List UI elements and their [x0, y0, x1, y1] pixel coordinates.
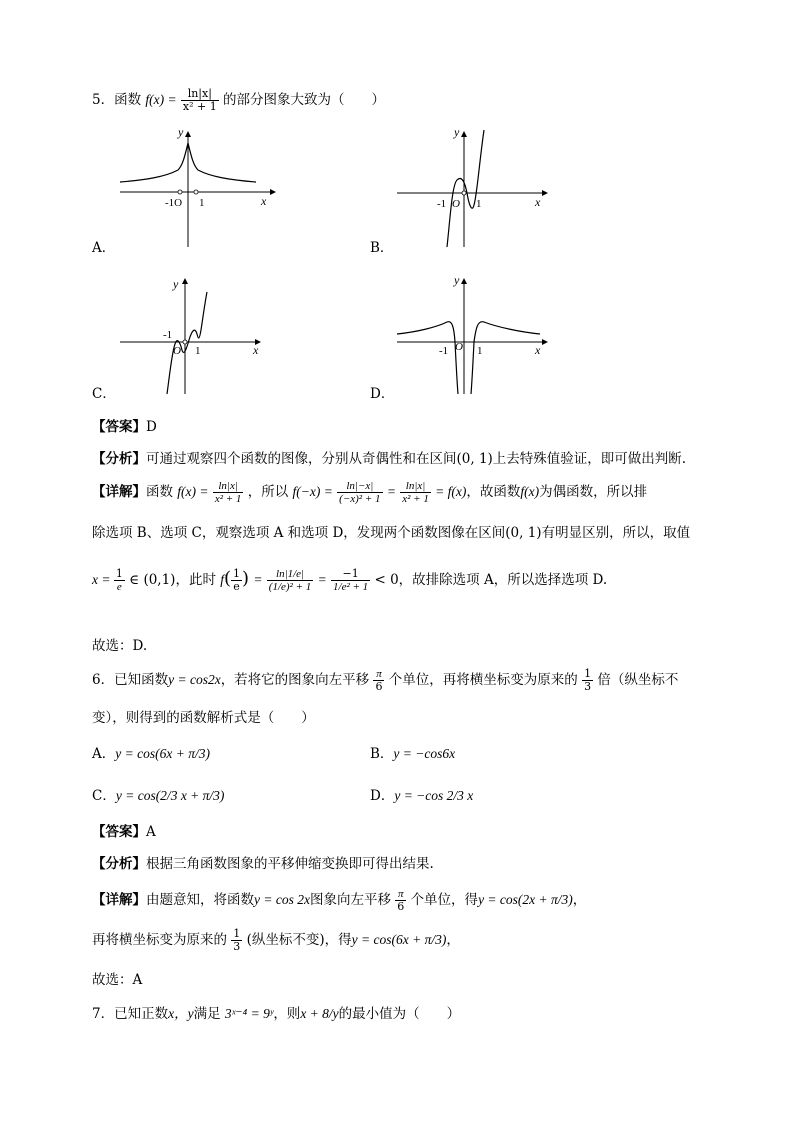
q5-option-c: C．	[92, 386, 116, 402]
graph-a-1-label: 1	[199, 197, 205, 209]
q5-analysis	[92, 447, 686, 467]
q5-option-a: A．	[92, 240, 116, 256]
q5-func-num: ln|x|	[181, 88, 219, 101]
q6-detail-func: y = cos 2x	[254, 892, 310, 907]
q6-answer	[92, 820, 156, 840]
graph-a-neg1o-label: -1O	[165, 197, 183, 209]
q5-option-b: B．	[370, 240, 394, 256]
q6-option-d	[370, 784, 473, 804]
q6-answer-tag: 【答案】	[92, 824, 146, 840]
q5-detail-3b: ∈ (0,1)，此时	[129, 572, 216, 588]
q6-detail-1c: 个单位，得	[410, 892, 479, 908]
q7-then: ，则	[273, 1006, 301, 1022]
q6-detail-2b: (纵坐标不变)，得	[246, 932, 352, 948]
q6-opt-c-expr: y = cos(2/3 x + π/3)	[115, 788, 225, 803]
q5-detail-line2: 除选项 B、选项 C，观察选项 A 和选项 D，发现两个函数图像在区间(0, 1)有明显区别，所以，取值	[92, 525, 691, 541]
graph-c	[115, 272, 275, 397]
q6-answer-value: A	[146, 824, 156, 840]
q5-prefix: 5．函数	[92, 92, 142, 108]
q6-line1d: 倍（纵坐标不	[597, 672, 679, 688]
graph-b-origin-label: O	[452, 198, 460, 210]
graph-c-y-label: y	[173, 277, 179, 291]
q6-detail-line1: 【详解】由题意知，将函数y = cos 2x图象向左平移 $\frac{\pi}{6}$ 个单位，得y = cos(2x + π/3)，	[92, 888, 587, 913]
q6-detail-1d: y = cos(2x + π/3)	[478, 892, 573, 907]
graph-b-x-label: x	[535, 195, 541, 209]
q5-detail-1d: 为偶函数，所以排	[539, 484, 648, 500]
q6-option-a	[92, 742, 210, 762]
q6-detail-1b: 图象向左平移	[309, 892, 391, 908]
q5-answer-value: D	[146, 419, 157, 435]
q5-stem	[92, 88, 385, 113]
q5-analysis-text: 可通过观察四个函数的图像，分别从奇偶性和在区间(0, 1)上去特殊值验证，即可做出判断.	[146, 451, 687, 467]
q6-opt-b-expr: y = −cos6x	[393, 746, 456, 761]
q5-detail-3c: < 0，故排除选项 A，所以选择选项 D.	[374, 572, 608, 588]
graph-c-neg1-label: -1	[163, 329, 173, 341]
q5-func-lhs: f(x) =	[145, 92, 177, 107]
q5-func-fraction	[181, 88, 219, 113]
q6-opt-d-expr: y = −cos 2/3 x	[394, 788, 474, 803]
q6-analysis	[92, 852, 434, 872]
graph-a	[115, 125, 285, 250]
graph-a-y-label: y	[178, 125, 184, 139]
graph-d-x-label: x	[535, 343, 541, 357]
q5-option-d: D．	[370, 386, 395, 402]
q6-opt-c-label: C．	[92, 788, 116, 804]
q5-func-den: x² + 1	[182, 100, 217, 113]
q5-analysis-tag: 【分析】	[92, 451, 146, 467]
q7-mid: 满足	[193, 1006, 221, 1022]
q6-opt-d-label: D．	[370, 788, 395, 804]
graph-b-1-label: 1	[476, 198, 482, 210]
q6-analysis-tag: 【分析】	[92, 856, 146, 872]
graph-d-origin-label: O	[455, 341, 463, 353]
q5-answer-tag: 【答案】	[92, 419, 146, 435]
q7-prefix: 7．已知正数	[92, 1006, 169, 1022]
q5-suffix: 的部分图象大致为（ ）	[223, 92, 386, 108]
graph-a-x-label: x	[261, 194, 267, 208]
q6-opt-b-label: B．	[370, 746, 394, 762]
q7-suffix: 的最小值为（ ）	[338, 1006, 461, 1022]
q7-condition: 3ˣ⁻⁴ = 9ʸ	[224, 1006, 274, 1021]
q5-detail-3a: x =	[92, 572, 114, 587]
graph-b-neg1-label: -1	[437, 198, 447, 210]
graph-b-y-label: y	[454, 125, 460, 139]
graph-d-neg1-label: -1	[439, 345, 449, 357]
q6-opt-a-expr: y = cos(6x + π/3)	[115, 746, 210, 761]
q6-line1a: 6．已知函数	[92, 672, 169, 688]
q5-choose: 故选：D.	[92, 638, 148, 654]
q7-expr: x + 8/y	[300, 1006, 339, 1021]
graph-d	[392, 272, 552, 397]
q6-option-c	[92, 784, 224, 804]
q6-analysis-text: 根据三角函数图象的平移伸缩变换即可得出结果.	[146, 856, 434, 872]
graph-d-1-label: 1	[477, 345, 483, 357]
q5-detail-line3: x = $\frac{1}{e}$ ∈ (0,1)，此时 f( $\frac{1}{e}$ ) = $\frac{\ln|1/e|}{\text{(1/e)² + 1}}$ = $\frac{-1}{\text{1/e² + 1}}$ < 0，故排除选项 A，所以选择选项 D.	[92, 567, 608, 593]
q6-line1b: ，若将它的图象向左平移	[220, 672, 370, 688]
q5-detail-line1: 【详解】函数 f(x) = $\frac{\ln|x|}{\text{x² + 1}}$ ，所以 f(−x) = $\frac{\ln|-x|}{\text{(−x)² + 1}}$ = $\frac{\ln|x|}{\text{x² + 1}}$ = f(x)，故函数f(x)为偶函数，所以排	[92, 480, 648, 505]
q5-detail-tag: 【详解】	[92, 484, 146, 500]
q6-opt-a-label: A．	[92, 746, 116, 762]
q6-detail-line2: 再将横坐标变为原来的 $\frac{1}{3}$ (纵坐标不变)，得y = cos(6x + π/3)，	[92, 927, 460, 953]
graph-c-origin-label: O	[173, 345, 181, 357]
q6-line1c: 个单位，再将横坐标变为原来的	[388, 672, 578, 688]
q7-stem	[92, 1002, 460, 1022]
q5-detail-1c: ，故函数	[466, 484, 521, 500]
q5-detail-1b: ，所以	[247, 484, 289, 500]
q6-detail-2c: y = cos(6x + π/3)	[351, 932, 447, 947]
q6-detail-tag: 【详解】	[92, 892, 146, 908]
q6-detail-2a: 再将横坐标变为原来的	[92, 932, 227, 948]
q5-detail-1a: 函数	[146, 484, 173, 500]
graph-c-x-label: x	[253, 343, 259, 357]
q6-stem-line1: 6．已知函数y = cos2x，若将它的图象向左平移 $\frac{\pi}{6}$ 个单位，再将横坐标变为原来的 $\frac{1}{3}$ 倍（纵坐标不	[92, 667, 679, 693]
q6-choose: 故选：A	[92, 972, 143, 988]
q6-func: y = cos2x	[168, 672, 221, 687]
q6-option-b	[370, 742, 455, 762]
graph-d-y-label: y	[454, 273, 460, 287]
q6-stem-line2: 变），则得到的函数解析式是（ ）	[92, 710, 315, 726]
graph-b	[392, 125, 552, 250]
q7-vars: x，y	[168, 1006, 194, 1021]
q5-answer	[92, 415, 157, 435]
q6-detail-1a: 由题意知，将函数	[146, 892, 254, 908]
graph-c-1-label: 1	[195, 345, 201, 357]
